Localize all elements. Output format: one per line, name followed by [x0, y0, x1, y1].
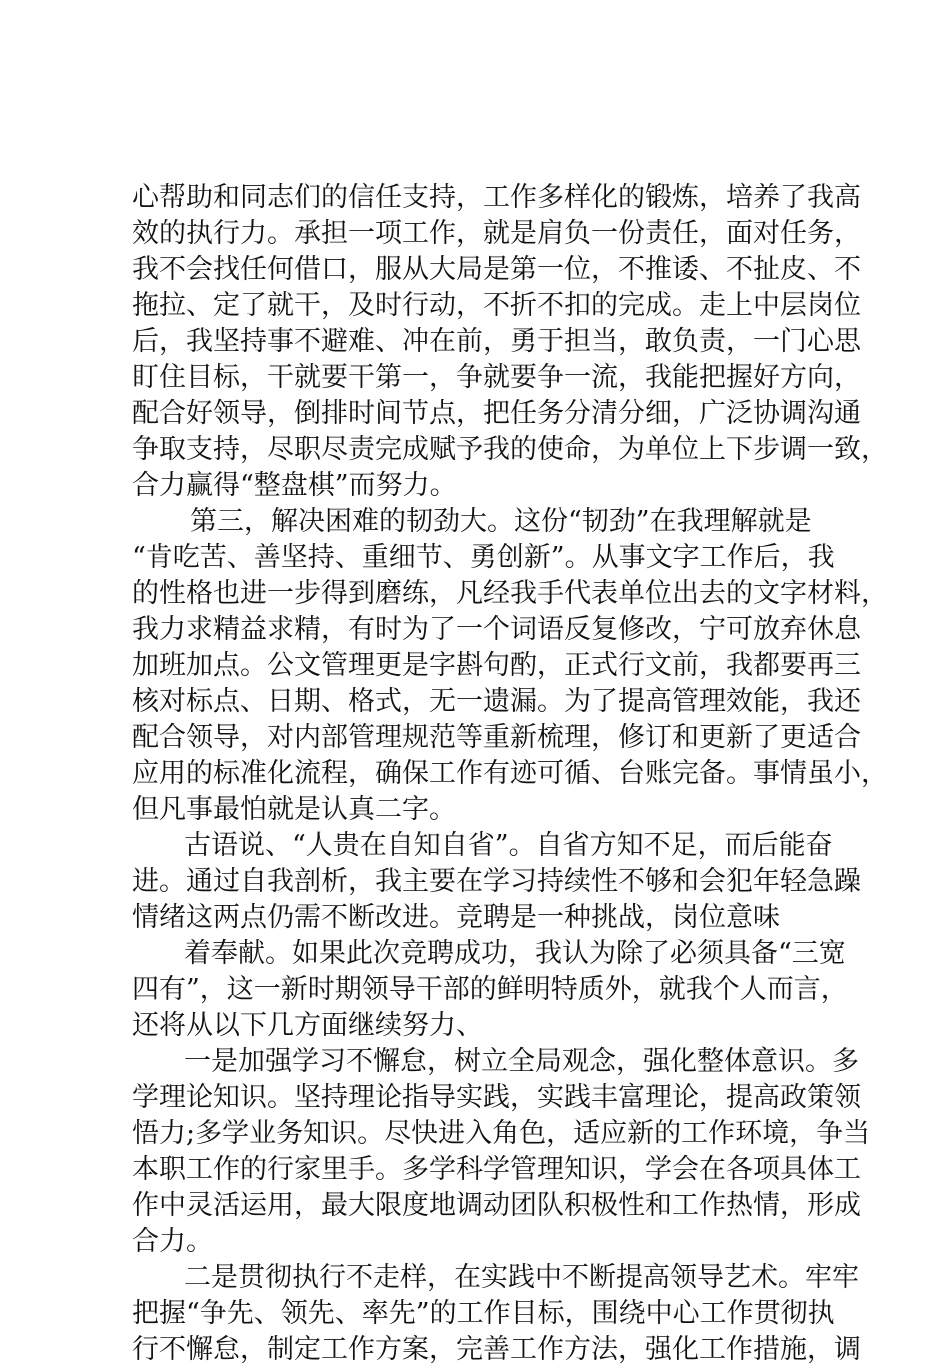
text-line: 盯住目标，干就要干第一，争就要争一流，我能把握好方向， [132, 362, 861, 393]
text-line: 把握“争先、领先、率先”的工作目标，围绕中心工作贯彻执 [132, 1298, 835, 1329]
text-line: 后，我坚持事不避难、冲在前，勇于担当，敢负责，一门心思 [132, 326, 861, 357]
text-line: 配合好领导，倒排时间节点，把任务分清分细，广泛协调沟通 [132, 398, 861, 429]
text-line: 行不懈怠，制定工作方案，完善工作方法，强化工作措施，调 [132, 1334, 861, 1365]
text-line: 加班加点。公文管理更是字斟句酌，正式行文前，我都要再三 [132, 650, 861, 681]
paragraph-start-line: 着奉献。如果此次竞聘成功，我认为除了必须具备“三宽 [184, 938, 846, 969]
text-line: 进。通过自我剖析，我主要在学习持续性不够和会犯年轻急躁 [132, 866, 861, 897]
paragraph-start-line: 古语说、“人贵在自知自省”。自省方知不足，而后能奋 [184, 830, 833, 861]
paragraph-start-line: 二是贯彻执行不走样，在实践中不断提高领导艺术。牢牢 [184, 1262, 859, 1293]
text-line: 拖拉、定了就干，及时行动，不折不扣的完成。走上中层岗位 [132, 290, 861, 321]
text-line: 应用的标准化流程，确保工作有迹可循、台账完备。事情虽小， [132, 758, 888, 789]
text-line: 合力赢得“整盘棋”而努力。 [132, 470, 457, 501]
text-line: 核对标点、日期、格式，无一遗漏。为了提高管理效能，我还 [132, 686, 861, 717]
text-line: 的性格也进一步得到磨练，凡经我手代表单位出去的文字材料， [132, 578, 888, 609]
text-line: 配合领导，对内部管理规范等重新梳理，修订和更新了更适合 [132, 722, 861, 753]
text-line: 心帮助和同志们的信任支持，工作多样化的锻炼，培养了我高 [132, 182, 861, 213]
text-line: 学理论知识。坚持理论指导实践，实践丰富理论，提高政策领 [132, 1082, 861, 1113]
text-line: 效的执行力。承担一项工作，就是肩负一份责任，面对任务， [132, 218, 861, 249]
text-line: 争取支持，尽职尽责完成赋予我的使命，为单位上下步调一致， [132, 434, 888, 465]
text-line: 本职工作的行家里手。多学科学管理知识，学会在各项具体工 [132, 1154, 861, 1185]
text-line: 我不会找任何借口，服从大局是第一位，不推诿、不扯皮、不 [132, 254, 861, 285]
text-line: “肯吃苦、善坚持、重细节、勇创新”。从事文字工作后，我 [132, 542, 835, 573]
text-line: 但凡事最怕就是认真二字。 [132, 794, 456, 825]
text-line: 我力求精益求精，有时为了一个词语反复修改，宁可放弃休息 [132, 614, 861, 645]
text-line: 合力。 [132, 1226, 213, 1257]
text-line: 情绪这两点仍需不断改进。竞聘是一种挑战，岗位意味 [132, 902, 780, 933]
text-line: 四有”，这一新时期领导干部的鲜明特质外，就我个人而言， [132, 974, 848, 1005]
text-line: 还将从以下几方面继续努力、 [132, 1010, 483, 1041]
text-line: 悟力;多学业务知识。尽快进入角色，适应新的工作环境，争当 [132, 1118, 871, 1149]
paragraph-start-line: 第三，解决困难的韧劲大。这份“韧劲”在我理解就是 [190, 506, 812, 537]
text-line: 作中灵活运用，最大限度地调动团队积极性和工作热情，形成 [132, 1190, 861, 1221]
paragraph-start-line: 一是加强学习不懈怠，树立全局观念，强化整体意识。多 [184, 1046, 859, 1077]
